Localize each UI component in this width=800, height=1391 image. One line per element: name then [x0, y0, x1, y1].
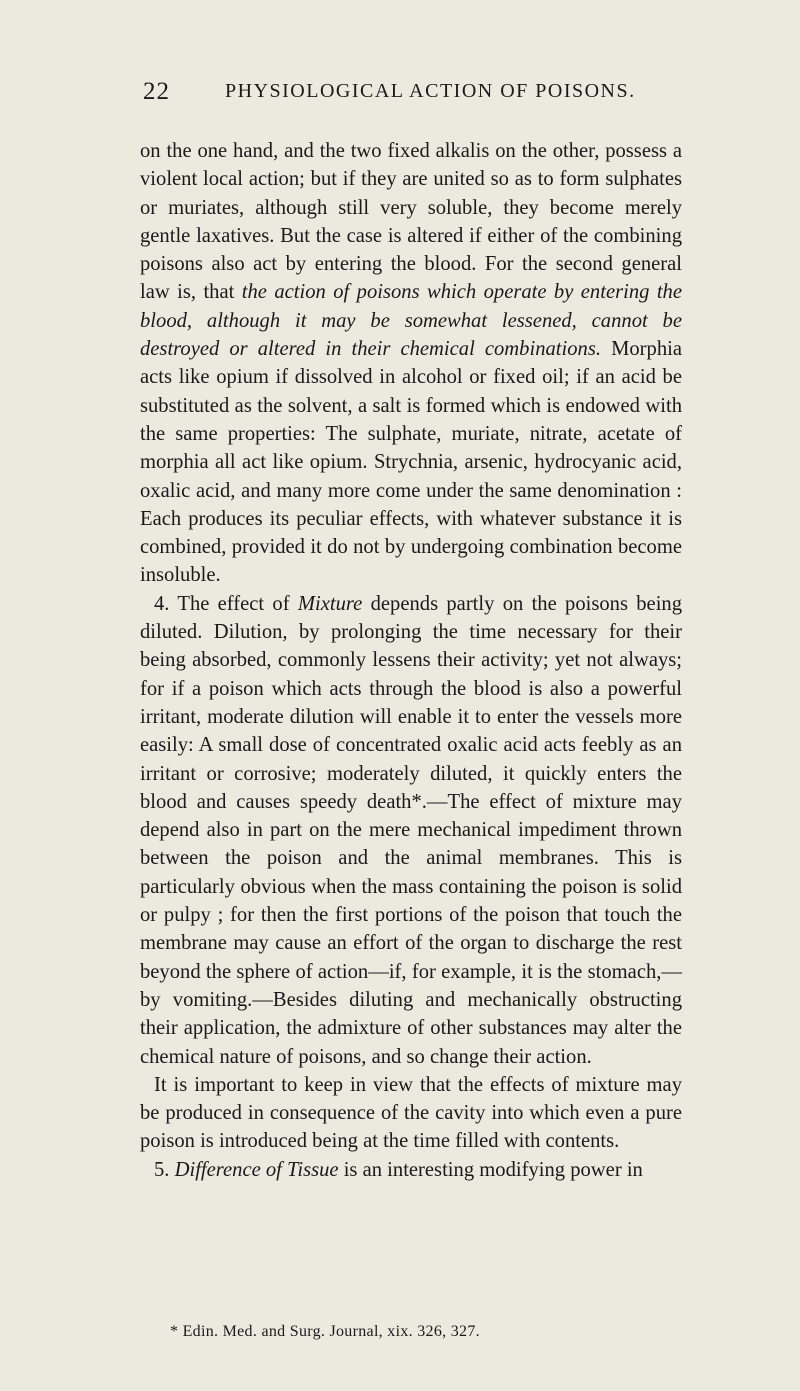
text-run: Morphia acts like opium if dissolved in alcohol or fixed oil; if an acid be substituted as the solvent, a salt is formed which is endowed with the same properties: The sulphate, muriate, nitrate, acetate of morphia all act like opium. Strychnia, arsenic, hydrocyanic acid, oxalic acid, and many more come under the same denomination : Each produces its peculiar effects, with whatever substance it is combined, provided it do not by undergoing combination become insoluble.	[140, 338, 682, 587]
body-text	[140, 137, 682, 1184]
italic-run: the action of poisons which operate by entering the blood, although it may be somewhat lessened, cannot be destroyed or altered in their chemical combinations.	[140, 281, 682, 361]
footnote: * Edin. Med. and Surg. Journal, xix. 326, 327.	[170, 1323, 480, 1340]
text-run: on the one hand, and the two fixed alkalis on the other, possess a violent local action; but if they are united so as to form sulphates or muriates, although still very soluble, they become merely gentle laxatives. But the case is altered if either of the combining poisons also act by entering the blood. For the second general law is, that	[140, 140, 682, 304]
text-run: 5.	[154, 1158, 175, 1181]
running-title: PHYSIOLOGICAL ACTION OF POISONS.	[225, 80, 636, 102]
page-number: 22	[143, 78, 170, 105]
text-run: is an interesting modifying power in	[338, 1158, 643, 1181]
paragraph-tissue	[140, 1156, 682, 1184]
running-head	[143, 78, 683, 108]
italic-run: Difference of Tissue	[174, 1158, 339, 1181]
paragraph-continued	[140, 137, 682, 590]
paragraph-cavity: It is important to keep in view that the effects of mixture may be produced in consequence of the cavity into which even a pure poison is introduced being at the time filled with contents.	[140, 1073, 682, 1153]
paragraph-mixture	[140, 590, 682, 1071]
text-run: 4. The effect of	[154, 592, 298, 615]
text-run: depends partly on the poisons being diluted. Dilution, by prolonging the time necessary for their being absorbed, commonly lessens their activity; yet not always; for if a poison which acts through the blood is also a powerful irritant, moderate dilution will enable it to enter the vessels more easily: A small dose of concentrated oxalic acid acts feebly as an irritant or corrosive; moderately diluted, it quickly enters the blood and causes speedy death*.—The effect of mixture may depend also in part on the mere mechanical impediment thrown between the poison and the animal membranes. This is particularly obvious when the mass containing the poison is solid or pulpy ; for then the first portions of the poison that touch the membrane may cause an effort of the organ to discharge the rest beyond the sphere of action—if, for example, it is the stomach,—by vomiting.—Besides diluting and mechanically obstructing their application, the admixture of other substances may alter the chemical nature of poisons, and so change their action.	[140, 592, 683, 1068]
italic-run: Mixture	[297, 592, 363, 615]
